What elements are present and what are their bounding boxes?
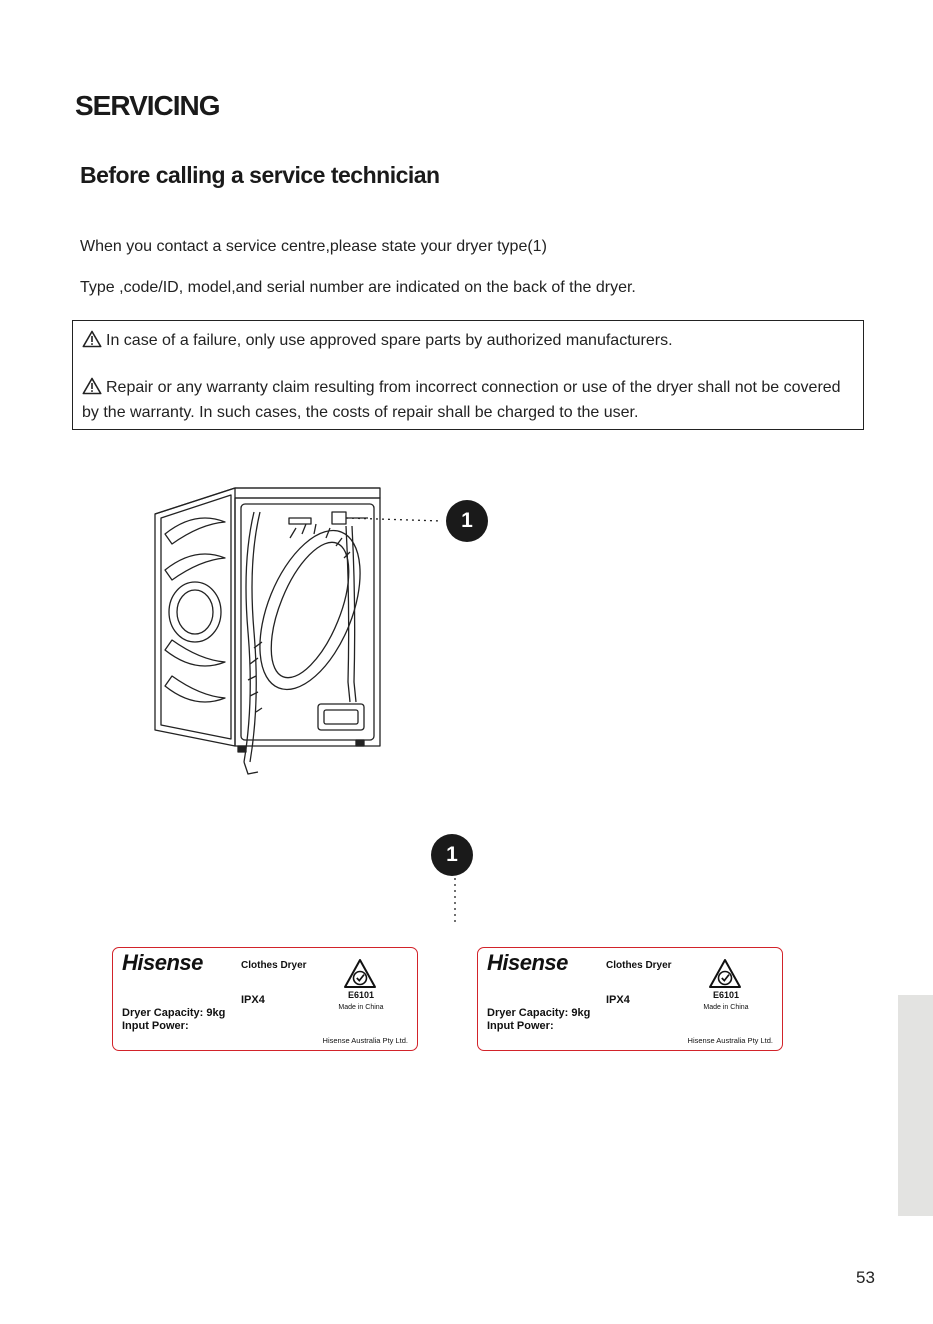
- dryer-capacity: Dryer Capacity: 9kg: [487, 1007, 591, 1019]
- rcm-compliance-mark-icon: [342, 958, 378, 990]
- section-side-tab: [898, 995, 933, 1216]
- warning-item-2: [82, 375, 857, 425]
- intro-text-1: When you contact a service centre,please state your dryer type(1): [80, 238, 547, 255]
- rating-label-2: [477, 947, 783, 1051]
- compliance-code: E6101: [347, 990, 375, 1000]
- warning-text-2: Repair or any warranty claim resulting from incorrect connection or use of the dryer shall not be covered by the warranty. In such cases, the costs of repair shall be charged to the user.: [82, 379, 841, 421]
- company-name: Hisense Australia Pty Ltd.: [687, 1036, 773, 1045]
- dryer-capacity: Dryer Capacity: 9kg: [122, 1007, 226, 1019]
- warning-triangle-icon: [82, 377, 102, 395]
- rating-label-1: [112, 947, 418, 1051]
- intro-text-2: Type ,code/ID, model,and serial number are indicated on the back of the dryer.: [80, 279, 636, 296]
- compliance-code: E6101: [712, 990, 740, 1000]
- product-type: Clothes Dryer: [606, 960, 672, 971]
- dotted-leader-line: [453, 878, 457, 926]
- section-title: Before calling a service technician: [80, 162, 440, 188]
- page-title: SERVICING: [75, 90, 220, 121]
- page-number: 53: [856, 1268, 875, 1287]
- brand-logo: Hisense: [487, 950, 568, 975]
- dryer-back-illustration: [150, 482, 450, 782]
- ipx-rating: IPX4: [606, 994, 630, 1006]
- made-in: Made in China: [338, 1004, 384, 1011]
- company-name: Hisense Australia Pty Ltd.: [322, 1036, 408, 1045]
- brand-logo: Hisense: [122, 950, 203, 975]
- input-power: Input Power:: [487, 1020, 554, 1032]
- callout-badge-2: 1: [431, 834, 473, 876]
- ipx-rating: IPX4: [241, 994, 265, 1006]
- warning-item-1: [82, 328, 673, 353]
- warning-text-1: In case of a failure, only use approved spare parts by authorized manufacturers.: [106, 332, 673, 349]
- product-type: Clothes Dryer: [241, 960, 307, 971]
- warning-triangle-icon: [82, 330, 102, 348]
- made-in: Made in China: [703, 1004, 749, 1011]
- input-power: Input Power:: [122, 1020, 189, 1032]
- warning-box: [72, 320, 864, 430]
- callout-badge-1: 1: [446, 500, 488, 542]
- rcm-compliance-mark-icon: [707, 958, 743, 990]
